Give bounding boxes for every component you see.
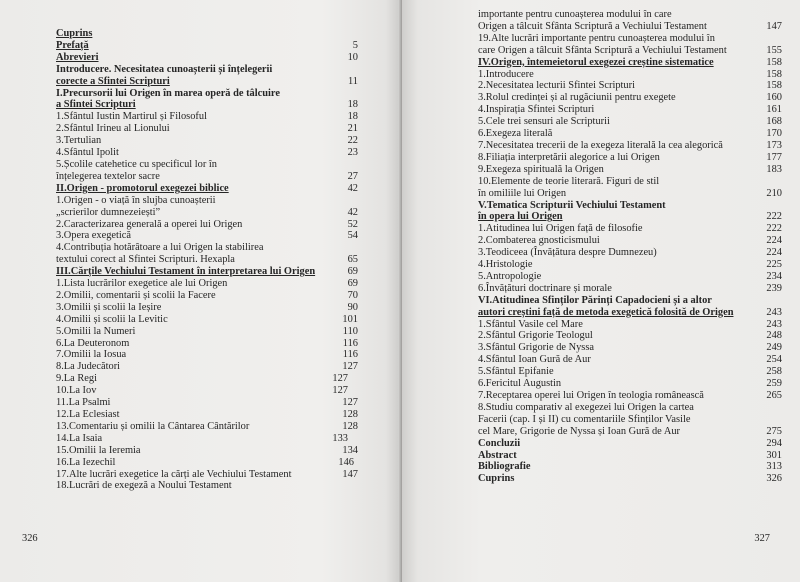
toc-entry bbox=[478, 116, 782, 128]
toc-entry bbox=[56, 457, 362, 469]
toc-entry-page: 22 bbox=[347, 135, 358, 147]
toc-entry-page: 239 bbox=[766, 282, 782, 294]
toc-entry-page: 18 bbox=[347, 99, 358, 111]
toc-entry-title: 1.Lista lucrărilor exegetice ale lui Origen bbox=[56, 278, 228, 290]
toc-entry bbox=[56, 361, 362, 373]
toc-entry-title: 4.Inspirația Sfintei Scripturi bbox=[478, 104, 595, 116]
toc-entry-title: 2.Necesitatea lecturii Sfintei Scripturi bbox=[478, 80, 635, 92]
table-of-contents-left bbox=[56, 28, 362, 492]
toc-entry bbox=[56, 171, 362, 183]
toc-entry-title: 16.La Iezechil bbox=[56, 456, 116, 468]
toc-entry-title: 14.La Isaia bbox=[56, 432, 103, 444]
toc-entry-title: a Sfintei Scripturi bbox=[56, 99, 136, 111]
toc-entry bbox=[478, 235, 782, 247]
toc-entry-title: III.Cărțile Vechiului Testament în interpretarea lui Origen bbox=[56, 266, 316, 278]
toc-entry-page: 69 bbox=[347, 278, 358, 290]
toc-entry-title: 7.Omilii la Iosua bbox=[56, 349, 127, 361]
toc-entry bbox=[478, 354, 782, 366]
toc-entry-title: 2.Combaterea gnosticismului bbox=[478, 235, 600, 247]
toc-entry bbox=[56, 64, 362, 76]
toc-entry-title: 3.Sfântul Grigorie de Nyssa bbox=[478, 342, 595, 354]
toc-entry bbox=[478, 426, 782, 438]
toc-entry-title: 7.Receptarea operei lui Origen în teologia românească bbox=[478, 390, 704, 401]
toc-entry-title: I.Precursorii lui Origen în marea operă de tâlcuire bbox=[56, 87, 280, 99]
toc-entry bbox=[56, 397, 362, 409]
toc-entry bbox=[478, 211, 782, 223]
toc-entry bbox=[478, 450, 782, 462]
toc-entry bbox=[56, 76, 362, 88]
toc-entry-title: 10.La Iov bbox=[56, 385, 97, 397]
toc-entry-title: Cuprins bbox=[478, 473, 515, 485]
toc-entry bbox=[478, 283, 782, 295]
toc-entry-title: 6.Exegeza literală bbox=[478, 128, 553, 140]
toc-entry-page: 116 bbox=[342, 349, 358, 361]
toc-entry bbox=[56, 302, 362, 314]
toc-entry-title: 1.Introducere bbox=[478, 68, 534, 80]
toc-entry-page: 210 bbox=[766, 187, 782, 199]
toc-entry-page: 265 bbox=[766, 390, 782, 401]
toc-entry bbox=[56, 123, 362, 135]
toc-entry-title: 19.Alte lucrări importante pentru cunoașterea modului în bbox=[478, 32, 715, 44]
toc-entry-title: IV.Origen, întemeietorul exegezei creștine sistematice bbox=[478, 56, 714, 68]
toc-entry-page: 258 bbox=[766, 366, 782, 378]
toc-entry bbox=[478, 330, 782, 342]
toc-entry-page: 183 bbox=[766, 163, 782, 175]
toc-entry-page: 42 bbox=[347, 182, 358, 194]
toc-entry bbox=[56, 469, 362, 481]
toc-entry bbox=[56, 242, 362, 254]
toc-entry-title: 5.Antropologie bbox=[478, 270, 542, 282]
toc-entry-page: 222 bbox=[766, 211, 782, 223]
left-page-number: 326 bbox=[22, 533, 38, 544]
toc-entry-title: 3.Omilii și scolii la Ieșire bbox=[56, 301, 162, 313]
toc-entry-page: 5 bbox=[352, 39, 358, 51]
toc-entry-page: 234 bbox=[766, 270, 782, 282]
toc-entry bbox=[478, 176, 782, 188]
toc-entry-title: 4.Sfântul Ipolit bbox=[56, 147, 119, 159]
toc-entry-title: 4.Sfântul Ioan Gură de Aur bbox=[478, 354, 591, 366]
toc-entry-page: 10 bbox=[347, 51, 358, 63]
toc-entry-page: 133 bbox=[332, 432, 348, 444]
toc-entry-page: 224 bbox=[766, 247, 782, 259]
toc-entry-title: autori creștini față de metoda exegetică folosită de Origen bbox=[478, 306, 734, 318]
toc-entry bbox=[56, 338, 362, 350]
toc-entry bbox=[478, 33, 782, 45]
toc-entry-title: 3.Rolul credinței și al rugăciunii pentru exegete bbox=[478, 92, 676, 104]
toc-entry-page: 54 bbox=[347, 230, 358, 242]
toc-entry-page: 127 bbox=[342, 397, 358, 409]
toc-entry-title: 4.Contribuția hotărâtoare a lui Origen la stabilirea bbox=[56, 242, 264, 254]
toc-entry bbox=[478, 319, 782, 331]
toc-entry-title: 15.Omilii la Ieremia bbox=[56, 444, 141, 456]
toc-entry-page: 23 bbox=[347, 147, 358, 159]
toc-entry bbox=[478, 45, 782, 57]
toc-entry-page: 168 bbox=[766, 116, 782, 128]
toc-entry-page: 101 bbox=[342, 313, 358, 325]
toc-entry-page: 127 bbox=[332, 385, 348, 397]
toc-entry-title: 5.Cele trei sensuri ale Scripturii bbox=[478, 116, 610, 128]
toc-entry-title: 3.Opera exegetică bbox=[56, 230, 131, 242]
toc-entry-title: Abrevieri bbox=[56, 51, 99, 63]
toc-entry-page: 134 bbox=[342, 444, 358, 456]
toc-entry-title: 2.Sfântul Irineu al Lionului bbox=[56, 123, 170, 135]
toc-entry bbox=[478, 295, 782, 307]
toc-entry-title: Abstract bbox=[478, 449, 517, 461]
toc-entry-title: 8.Filiația interpretării alegorice a lui Origen bbox=[478, 151, 660, 163]
toc-entry-page: 158 bbox=[766, 68, 782, 80]
toc-entry bbox=[478, 247, 782, 259]
toc-entry-page: 313 bbox=[766, 461, 782, 473]
toc-entry bbox=[56, 480, 362, 492]
toc-entry bbox=[478, 259, 782, 271]
toc-entry-page: 158 bbox=[766, 56, 782, 68]
toc-entry-page: 146 bbox=[338, 456, 354, 468]
toc-entry-title: Facerii (cap. I și II) cu comentariile Sfinților Vasile bbox=[478, 413, 691, 425]
toc-entry bbox=[478, 402, 782, 414]
toc-entry bbox=[56, 40, 362, 52]
toc-entry-title: 1.Atitudinea lui Origen față de filosofie bbox=[478, 223, 643, 235]
toc-entry bbox=[56, 207, 362, 219]
toc-entry bbox=[56, 147, 362, 159]
toc-entry-title: în omiliile lui Origen bbox=[478, 187, 567, 199]
toc-entry-page: 301 bbox=[766, 449, 782, 461]
toc-entry bbox=[478, 140, 782, 152]
toc-entry bbox=[56, 195, 362, 207]
toc-entry bbox=[478, 366, 782, 378]
toc-entry-page: 128 bbox=[342, 409, 358, 420]
toc-entry bbox=[478, 152, 782, 164]
toc-entry-title: 5.Omilii la Numeri bbox=[56, 325, 136, 337]
toc-entry-title: care Origen a tâlcuit Sfânta Scriptură a Vechiului Testament bbox=[478, 44, 727, 56]
toc-entry bbox=[56, 433, 362, 445]
toc-entry-title: 2.Caracterizarea generală a operei lui Origen bbox=[56, 218, 243, 230]
toc-entry-title: V.Tematica Scripturii Vechiului Testament bbox=[478, 199, 666, 211]
toc-entry bbox=[56, 28, 362, 40]
toc-entry-page: 248 bbox=[766, 330, 782, 342]
toc-entry-page: 173 bbox=[766, 139, 782, 151]
toc-entry-title: înțelegerea textelor sacre bbox=[56, 170, 160, 182]
toc-entry-page: 275 bbox=[766, 425, 782, 437]
toc-entry-title: 1.Origen - o viață în slujba cunoașterii bbox=[56, 194, 216, 206]
toc-entry-title: 2.Omilii, comentarii și scolii la Facere bbox=[56, 289, 216, 301]
toc-entry-page: 243 bbox=[766, 306, 782, 318]
toc-entry-title: 3.Teodiceea (Învățătura despre Dumnezeu) bbox=[478, 247, 657, 259]
toc-entry bbox=[56, 88, 362, 100]
toc-entry-title: în opera lui Origen bbox=[478, 211, 563, 223]
toc-entry-title: Concluzii bbox=[478, 437, 521, 449]
toc-entry-page: 147 bbox=[342, 468, 358, 480]
toc-entry-page: 326 bbox=[766, 473, 782, 485]
toc-entry bbox=[478, 104, 782, 116]
toc-entry-title: 5.Sfântul Epifanie bbox=[478, 366, 554, 378]
toc-entry-page: 170 bbox=[766, 128, 782, 140]
toc-entry-page: 52 bbox=[347, 218, 358, 230]
toc-entry bbox=[478, 307, 782, 319]
toc-entry-title: 17.Alte lucrări exegetice la cărți ale Vechiului Testament bbox=[56, 468, 292, 480]
toc-entry-title: 1.Sfântul Iustin Martirul și Filosoful bbox=[56, 111, 207, 123]
toc-entry-page: 249 bbox=[766, 342, 782, 354]
toc-entry-title: textului corect al Sfintei Scripturi. Hexapla bbox=[56, 254, 235, 266]
toc-entry-title: 5.Școlile catehetice cu specificul lor în bbox=[56, 158, 217, 170]
toc-entry bbox=[56, 373, 362, 385]
toc-entry bbox=[478, 188, 782, 200]
toc-entry-page: 158 bbox=[766, 80, 782, 92]
toc-entry-page: 147 bbox=[766, 20, 782, 32]
toc-entry bbox=[478, 9, 782, 21]
toc-entry bbox=[56, 159, 362, 171]
toc-entry-page: 27 bbox=[347, 170, 358, 182]
toc-entry-page: 127 bbox=[332, 373, 348, 385]
toc-entry bbox=[56, 409, 362, 421]
toc-entry-page: 128 bbox=[342, 420, 358, 432]
toc-entry bbox=[478, 271, 782, 283]
toc-entry-title: 9.Exegeza spirituală la Origen bbox=[478, 163, 604, 175]
toc-entry-title: 11.La Psalmi bbox=[56, 397, 111, 409]
toc-entry bbox=[478, 21, 782, 33]
toc-entry-page: 243 bbox=[766, 318, 782, 330]
toc-entry-page: 65 bbox=[347, 254, 358, 266]
toc-entry-page: 222 bbox=[766, 223, 782, 235]
toc-entry-page: 90 bbox=[347, 301, 358, 313]
toc-entry bbox=[478, 438, 782, 450]
toc-entry bbox=[478, 342, 782, 354]
toc-entry bbox=[56, 219, 362, 231]
toc-entry-title: 3.Tertulian bbox=[56, 135, 102, 147]
toc-entry bbox=[56, 183, 362, 195]
toc-entry-title: Introducere. Necesitatea cunoașterii și înțelegerii bbox=[56, 63, 273, 75]
toc-entry-title: 6.Fericitul Augustin bbox=[478, 378, 562, 390]
toc-entry-page: 225 bbox=[766, 259, 782, 271]
toc-entry-page: 116 bbox=[342, 337, 358, 349]
toc-entry-title: Cuprins bbox=[56, 28, 93, 39]
toc-entry bbox=[56, 111, 362, 123]
toc-entry-title: 10.Elemente de teorie literară. Figuri de stil bbox=[478, 175, 660, 187]
toc-entry bbox=[478, 473, 782, 485]
toc-entry-page: 155 bbox=[766, 44, 782, 56]
toc-entry-title: II.Origen - promotorul exegezei biblice bbox=[56, 182, 229, 194]
toc-entry-page: 254 bbox=[766, 354, 782, 366]
right-page-number: 327 bbox=[754, 533, 770, 544]
toc-entry-title: 9.La Regi bbox=[56, 373, 97, 385]
toc-entry-page: 42 bbox=[347, 206, 358, 218]
toc-entry bbox=[56, 266, 362, 278]
toc-entry-title: Prefață bbox=[56, 39, 89, 51]
toc-entry-title: 12.La Eclesiast bbox=[56, 409, 120, 420]
toc-entry bbox=[56, 278, 362, 290]
toc-entry-title: 2.Sfântul Grigorie Teologul bbox=[478, 330, 593, 342]
toc-entry-page: 160 bbox=[766, 92, 782, 104]
toc-entry bbox=[478, 92, 782, 104]
toc-entry bbox=[478, 80, 782, 92]
toc-entry bbox=[478, 378, 782, 390]
toc-entry-title: 7.Necesitatea trecerii de la exegeza literală la cea alegorică bbox=[478, 139, 723, 151]
toc-entry bbox=[56, 421, 362, 433]
toc-entry-title: importante pentru cunoașterea modului în care bbox=[478, 9, 672, 20]
toc-entry-page: 69 bbox=[347, 266, 358, 278]
toc-entry-title: „scrierilor dumnezeiești” bbox=[56, 206, 161, 218]
toc-entry bbox=[56, 230, 362, 242]
toc-entry-page: 110 bbox=[342, 325, 358, 337]
table-of-contents-right bbox=[478, 9, 782, 485]
toc-entry bbox=[56, 254, 362, 266]
toc-entry bbox=[478, 69, 782, 81]
toc-entry bbox=[478, 57, 782, 69]
toc-entry-title: VI.Atitudinea Sfinților Părinți Capadocieni și a altor bbox=[478, 294, 712, 306]
toc-entry bbox=[478, 414, 782, 426]
toc-entry bbox=[478, 128, 782, 140]
toc-entry-title: 6.Învățături doctrinare și morale bbox=[478, 282, 612, 294]
toc-entry bbox=[56, 326, 362, 338]
toc-entry bbox=[56, 135, 362, 147]
toc-entry-page: 161 bbox=[766, 104, 782, 116]
right-page bbox=[402, 0, 800, 582]
toc-entry bbox=[56, 349, 362, 361]
toc-entry bbox=[478, 223, 782, 235]
toc-entry-title: 4.Hristologie bbox=[478, 259, 533, 271]
toc-entry-title: 13.Comentariu și omilii la Cântarea Cântărilor bbox=[56, 420, 250, 432]
toc-entry-page: 21 bbox=[347, 123, 358, 135]
toc-entry-page: 11 bbox=[347, 75, 358, 87]
toc-entry-title: Bibliografie bbox=[478, 461, 531, 473]
toc-entry bbox=[56, 52, 362, 64]
toc-entry bbox=[478, 164, 782, 176]
toc-entry-page: 18 bbox=[347, 111, 358, 123]
toc-entry-page: 294 bbox=[766, 437, 782, 449]
toc-entry-title: 4.Omilii și scolii la Levitic bbox=[56, 313, 168, 325]
toc-entry bbox=[56, 314, 362, 326]
toc-entry bbox=[56, 290, 362, 302]
toc-entry-page: 177 bbox=[766, 151, 782, 163]
toc-entry bbox=[478, 461, 782, 473]
toc-entry-title: 1.Sfântul Vasile cel Mare bbox=[478, 318, 583, 330]
toc-entry-title: 18.Lucrări de exegeză a Noului Testament bbox=[56, 480, 232, 492]
toc-entry-title: cel Mare, Grigorie de Nyssa și Ioan Gură de Aur bbox=[478, 425, 680, 437]
toc-entry-title: 8.La Judecători bbox=[56, 361, 121, 373]
toc-entry bbox=[56, 445, 362, 457]
toc-entry bbox=[56, 99, 362, 111]
toc-entry-page: 259 bbox=[766, 378, 782, 390]
toc-entry bbox=[478, 200, 782, 212]
toc-entry-page: 224 bbox=[766, 235, 782, 247]
toc-entry-title: 6.La Deuteronom bbox=[56, 337, 130, 349]
toc-entry-title: Origen a tâlcuit Sfânta Scriptură a Vechiului Testament bbox=[478, 20, 707, 32]
toc-entry-title: corecte a Sfintei Scripturi bbox=[56, 75, 170, 87]
toc-entry-title: 8.Studiu comparativ al exegezei lui Origen la cartea bbox=[478, 401, 694, 413]
toc-entry bbox=[56, 385, 362, 397]
toc-entry-page: 127 bbox=[342, 361, 358, 373]
toc-entry bbox=[478, 390, 782, 402]
toc-entry-page: 70 bbox=[347, 289, 358, 301]
